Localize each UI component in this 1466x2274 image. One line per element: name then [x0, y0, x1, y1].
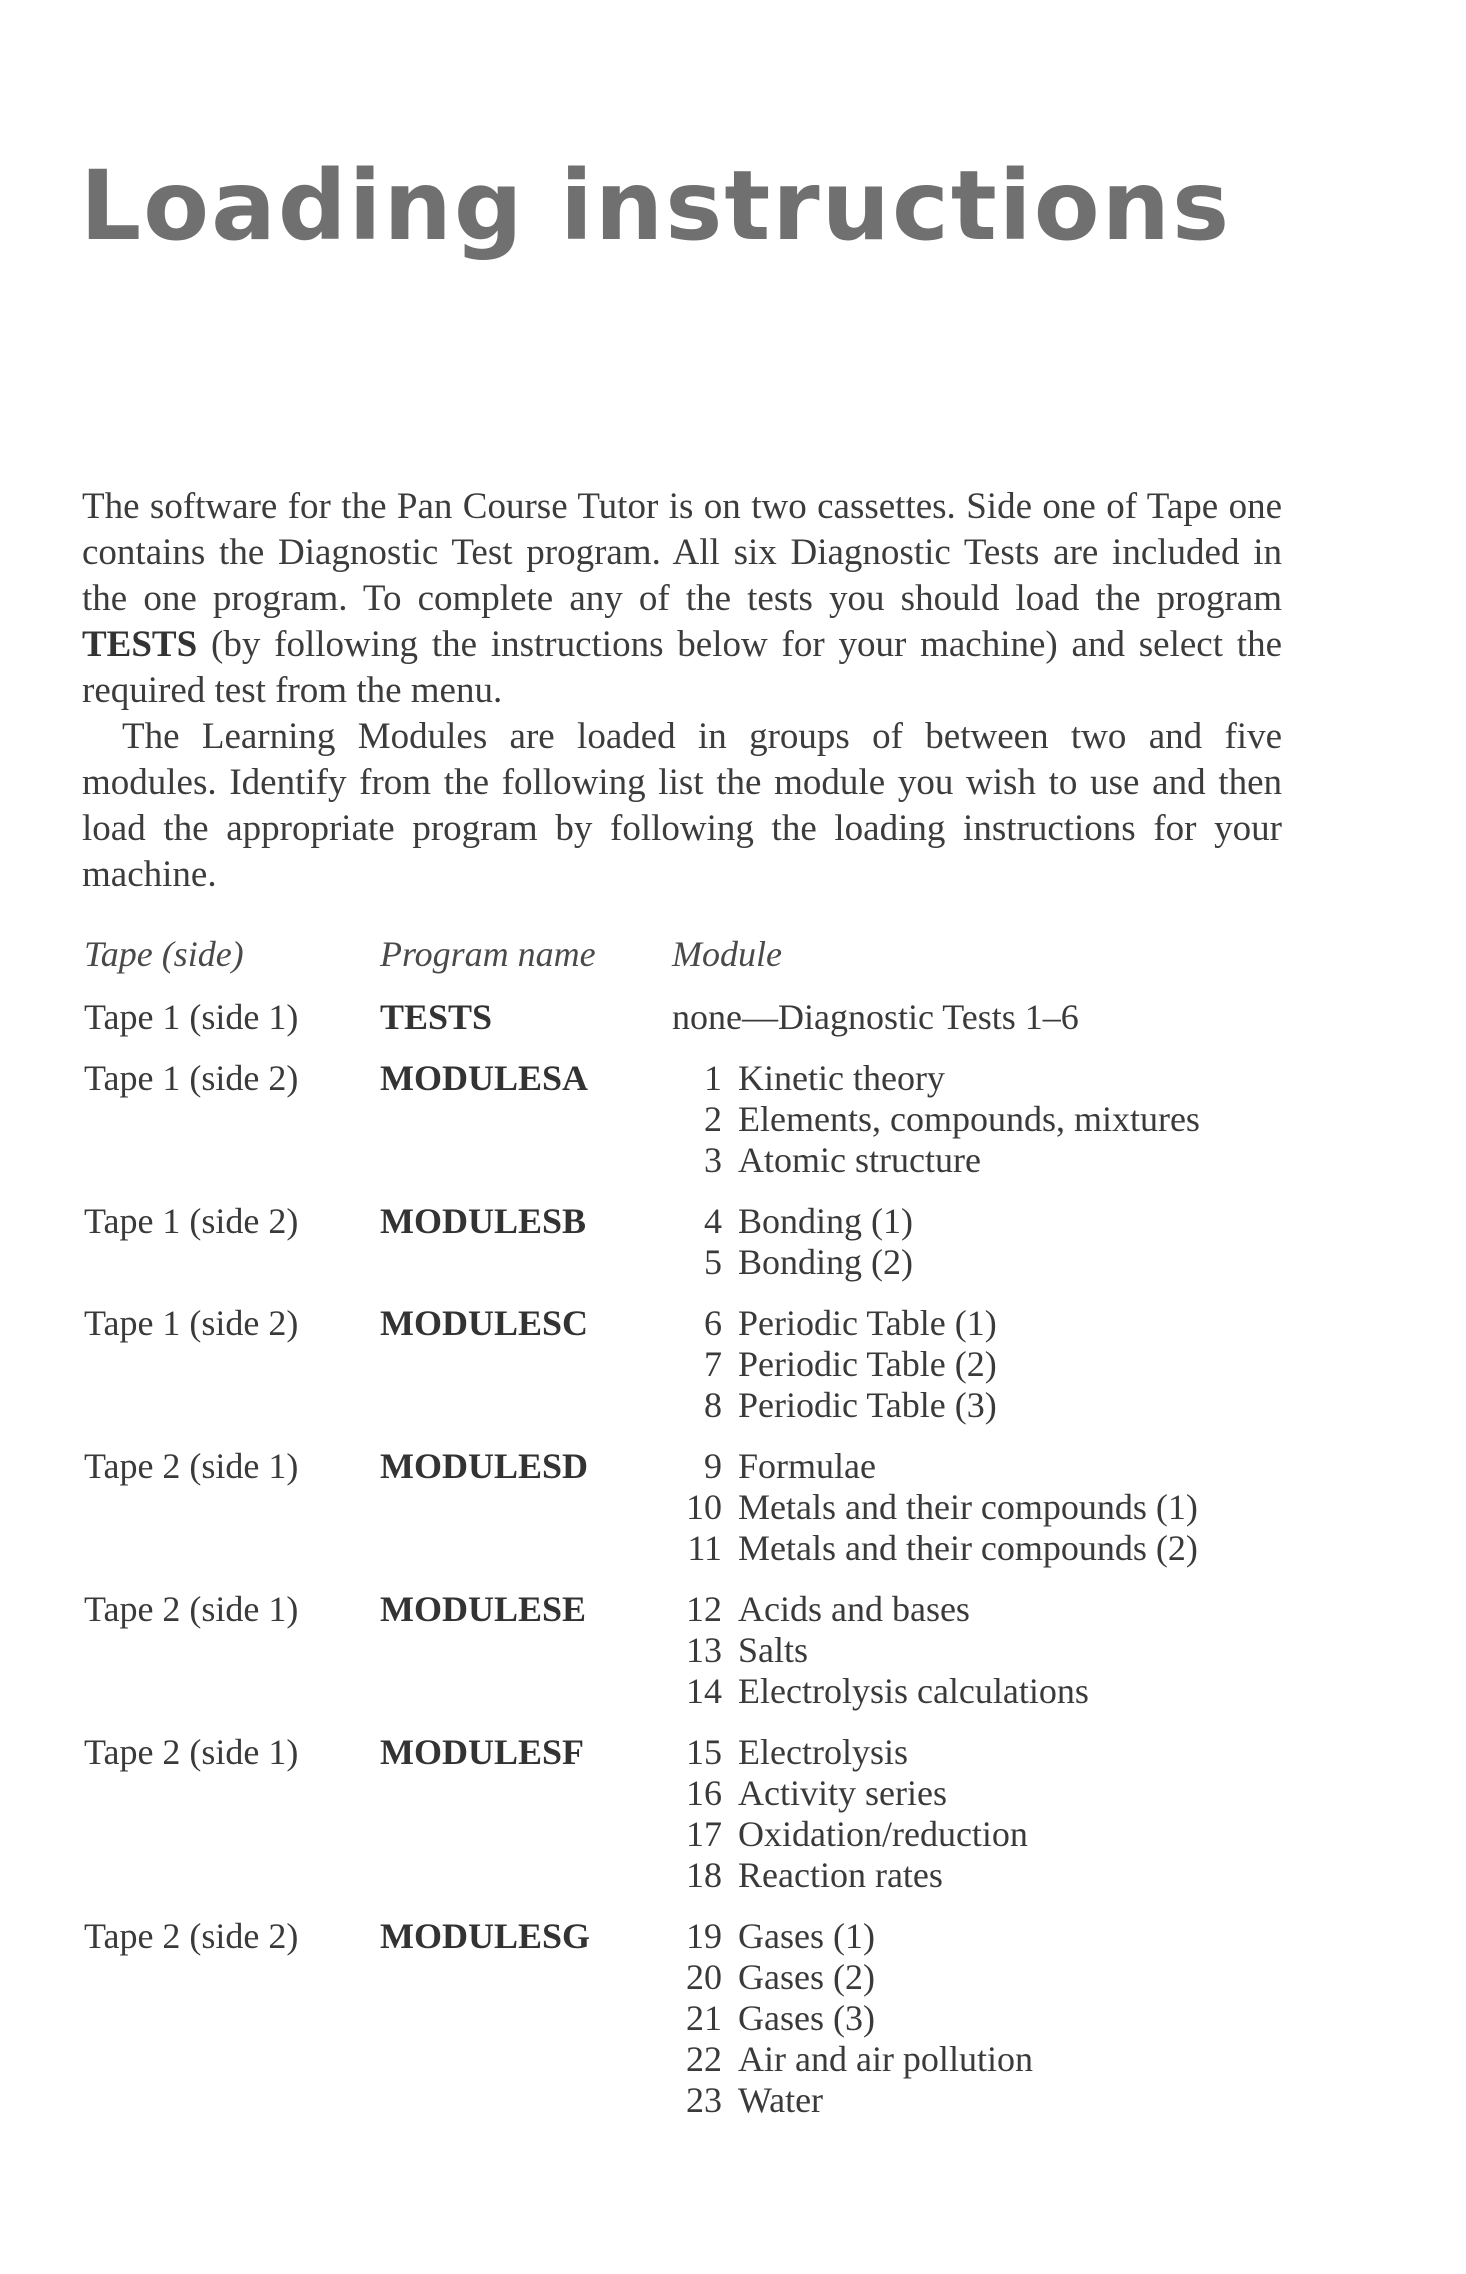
program-name-cell: MODULESD — [380, 1446, 589, 1486]
module-number: 6 — [704, 1303, 722, 1343]
module-name: Activity series — [738, 1773, 947, 1813]
module-number: 1 — [704, 1058, 722, 1098]
header-tape: Tape (side) — [84, 934, 244, 974]
program-name-cell: TESTS — [380, 997, 493, 1037]
module-name: Periodic Table (1) — [738, 1303, 997, 1343]
module-name: Formulae — [738, 1446, 876, 1486]
tape-side-cell: Tape 1 (side 2) — [84, 1303, 299, 1343]
module-number: 11 — [687, 1528, 722, 1568]
module-name: Reaction rates — [738, 1855, 943, 1895]
module-number: 2 — [704, 1099, 722, 1139]
program-name-cell: MODULESG — [380, 1916, 591, 1956]
module-list-cell — [672, 1446, 1284, 1569]
table-row — [84, 1446, 1284, 1569]
module-table — [84, 934, 1284, 2141]
intro-p1-text: The software for the Pan Course Tutor is on two cassettes. Side one of Tape one contains the Diagnostic Test program. All six Diagnostic Tests are included in the one program. To complete any of the tests you should load the program — [82, 486, 1282, 619]
module-list-cell — [672, 1589, 1284, 1712]
module-name: Metals and their compounds (1) — [738, 1487, 1198, 1527]
module-number: 3 — [704, 1140, 722, 1180]
module-name: Kinetic theory — [738, 1058, 945, 1098]
module-item — [672, 1446, 1284, 1487]
program-name-cell: MODULESC — [380, 1303, 589, 1343]
module-item — [672, 1998, 1284, 2039]
module-number: 8 — [704, 1385, 722, 1425]
table-row — [84, 1916, 1284, 2121]
module-item — [672, 1201, 1284, 1242]
module-list-cell — [672, 1303, 1284, 1426]
module-item — [672, 1916, 1284, 1957]
tape-side-cell: Tape 2 (side 2) — [84, 1916, 299, 1956]
module-list-cell — [672, 1058, 1284, 1181]
module-name: Atomic structure — [738, 1140, 981, 1180]
module-item — [672, 1589, 1284, 1630]
module-name: Acids and bases — [738, 1589, 970, 1629]
module-item — [672, 2039, 1284, 2080]
module-name: Water — [738, 2080, 824, 2120]
tape-side-cell: Tape 2 (side 1) — [84, 1732, 299, 1772]
tape-side-cell: Tape 1 (side 2) — [84, 1201, 299, 1241]
module-number: 15 — [686, 1732, 722, 1772]
module-item — [672, 1671, 1284, 1712]
table-row — [84, 1303, 1284, 1426]
program-name-cell: MODULESF — [380, 1732, 585, 1772]
module-item — [672, 2080, 1284, 2121]
module-name: Periodic Table (3) — [738, 1385, 997, 1425]
module-number: 18 — [686, 1855, 722, 1895]
module-number: 22 — [686, 2039, 722, 2079]
module-number: 23 — [686, 2080, 722, 2120]
tape-side-cell: Tape 1 (side 2) — [84, 1058, 299, 1098]
module-number: 17 — [686, 1814, 722, 1854]
module-name: Bonding (1) — [738, 1201, 913, 1241]
module-item — [672, 1814, 1284, 1855]
module-number: 5 — [704, 1242, 722, 1282]
module-name: Gases (1) — [738, 1916, 875, 1956]
intro-text — [82, 484, 1282, 898]
module-item — [672, 1528, 1284, 1569]
module-name: Electrolysis — [738, 1732, 908, 1772]
module-number: 9 — [704, 1446, 722, 1486]
module-item — [672, 1058, 1284, 1099]
module-list-cell — [672, 1732, 1284, 1896]
module-name: Gases (3) — [738, 1998, 875, 2038]
module-list-cell — [672, 1916, 1284, 2121]
program-name-cell: MODULESA — [380, 1058, 589, 1098]
module-name: Electrolysis calculations — [738, 1671, 1089, 1711]
module-item — [672, 1385, 1284, 1426]
module-name: Metals and their compounds (2) — [738, 1528, 1198, 1568]
module-item — [672, 1344, 1284, 1385]
intro-p1-text-end: (by following the instructions below for your machine) and select the required test from the menu. — [82, 624, 1282, 711]
table-row — [84, 1201, 1284, 1283]
module-number: 14 — [686, 1671, 722, 1711]
module-number: 13 — [686, 1630, 722, 1670]
module-number: 12 — [686, 1589, 722, 1629]
table-row — [84, 1058, 1284, 1181]
module-list-cell — [672, 1201, 1284, 1283]
table-row — [84, 1732, 1284, 1896]
module-item — [672, 1957, 1284, 1998]
module-number: 16 — [686, 1773, 722, 1813]
module-item — [672, 1099, 1284, 1140]
module-item — [672, 1303, 1284, 1344]
module-name: Elements, compounds, mixtures — [738, 1099, 1200, 1139]
module-name: Gases (2) — [738, 1957, 875, 1997]
header-module: Module — [672, 934, 782, 974]
module-item — [672, 1242, 1284, 1283]
program-name-cell: MODULESB — [380, 1201, 587, 1241]
table-row — [84, 997, 1284, 1038]
intro-paragraph-2: The Learning Modules are loaded in groups of between two and five modules. Identify from the following list the module you wish to use and then load the appropriate program by following the loading instructions for your machine. — [82, 716, 1282, 895]
module-item — [672, 1140, 1284, 1181]
table-header — [84, 934, 1284, 975]
module-number: 4 — [704, 1201, 722, 1241]
module-note: none—Diagnostic Tests 1–6 — [672, 997, 1079, 1037]
module-name: Oxidation/reduction — [738, 1814, 1028, 1854]
module-item — [672, 1487, 1284, 1528]
module-name: Periodic Table (2) — [738, 1344, 997, 1384]
intro-paragraph-1 — [82, 484, 1282, 714]
module-number: 7 — [704, 1344, 722, 1384]
module-number: 20 — [686, 1957, 722, 1997]
module-name: Salts — [738, 1630, 809, 1670]
header-program: Program name — [380, 934, 596, 974]
module-number: 19 — [686, 1916, 722, 1956]
table-row — [84, 1589, 1284, 1712]
page-title: Loading instructions — [80, 150, 1232, 262]
module-name: Bonding (2) — [738, 1242, 913, 1282]
tape-side-cell: Tape 2 (side 1) — [84, 1446, 299, 1486]
module-number: 10 — [686, 1487, 722, 1527]
module-name: Air and air pollution — [738, 2039, 1033, 2079]
module-item — [672, 1732, 1284, 1773]
module-item — [672, 1630, 1284, 1671]
tape-side-cell: Tape 2 (side 1) — [84, 1589, 299, 1629]
module-number: 21 — [686, 1998, 722, 2038]
program-name-tests: TESTS — [82, 624, 198, 665]
module-item — [672, 1855, 1284, 1896]
module-list-cell — [672, 997, 1284, 1038]
program-name-cell: MODULESE — [380, 1589, 587, 1629]
module-item — [672, 1773, 1284, 1814]
tape-side-cell: Tape 1 (side 1) — [84, 997, 299, 1037]
